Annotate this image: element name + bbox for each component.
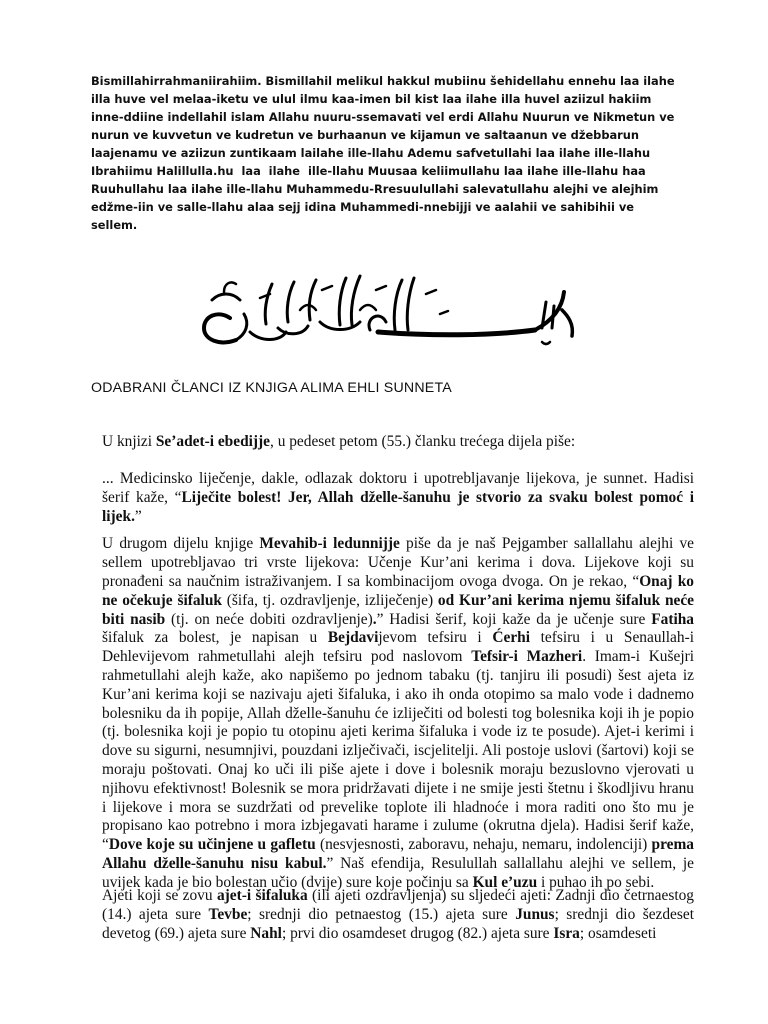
bold-text-run: Ćerhi	[492, 629, 530, 647]
text-run: (šifa, tj. ozdravljenje, izliječenje)	[221, 591, 438, 609]
text-run: piše da je naš Pejgamber sallallahu alejhi ve sellem upotrebljavao tri vrste lijekova: Učenje Kur’ani kerima i dova. Lijekove koji su pronađeni sa naučnim istraživanjem. I sa kombinacijom ovoga dvoga. On je rekao, “	[102, 535, 694, 590]
text-run: (tj. on neće dobiti ozdravljenje)	[165, 610, 373, 628]
text-run: i puhao ih po sebi.	[537, 873, 655, 891]
intro-paragraph	[91, 72, 681, 234]
bold-text-run: Isra	[553, 924, 580, 942]
bold-text-run: od Kur’ani kerima njemu šifaluk neće biti nasib	[102, 591, 694, 628]
body-paragraph-3	[102, 535, 694, 892]
bold-text-run: prema Allahu dželle-šanuhu nisu kabul.	[102, 836, 694, 872]
text-run: ” Hadisi šerif, koji kaže da je učenje sure	[376, 610, 652, 628]
body-paragraph-1	[102, 433, 694, 452]
bold-text-run: Dove koje su učinjene u gafletu	[108, 836, 316, 854]
text-run: , u pedeset petom (55.) članku trećega dijela piše:	[270, 433, 576, 451]
bold-text-run: .	[372, 610, 377, 628]
bold-text-run: Tevbe	[208, 906, 248, 924]
text-run: ; osamdeseti	[579, 924, 657, 942]
bold-text-run: Tefsir-i Mazheri	[471, 648, 583, 666]
text-run: ”	[134, 507, 142, 525]
bold-text-run: Liječite bolest! Jer, Allah dželle-šanuhu je stvorio za svaku bolest pomoć i lijek.	[102, 489, 694, 525]
text-run: jevom tefsiru i	[378, 629, 493, 647]
text-run: tefsiru i u Senaullah-i Dehlevijevom rahmetullahi alejh tefsiru pod naslovom	[102, 629, 694, 666]
text-run: ; srednji dio šezdeset devetog (69.) ajeta sure	[102, 906, 694, 942]
body-paragraph-4	[102, 887, 694, 943]
bold-text-run: Nahl	[250, 924, 282, 942]
basmala-calligraphy	[190, 270, 585, 354]
bold-text-run: Kul e’uzu	[472, 873, 538, 891]
text-run: ; srednji dio petnaestog (15.) ajeta sure	[247, 906, 516, 924]
text-run: šifaluk za bolest, je napisan u	[102, 629, 328, 647]
bold-text-run: Se’adet-i ebedijje	[155, 433, 270, 451]
text-run: Ajeti koji se zovu	[102, 887, 217, 905]
text-run: . Imam-i Kušejri rahmetullahi alejh kaže, ako napišemo po jednom tabaku (tj. tanjiru ili posudi) šest ajeta iz Kur’ani kerima koji se nazivaju ajeti šifaluka, i ako ih onda otopimo sa malo vode i dadnemo bolesniku da ih popije, Allah dželle-šanuhu će izliječiti od bolesti tog bolesnika koji ih je popio (tj. bolesnika koji je popio tu otopinu ajeti kerima šifaluka i vode iz te posude). Ajet-i kerimi i dove su sigurni, nesumnjivi, pouzdani izlječivači, iscjelitelji. Ali postoje uslovi (šartovi) koji se moraju poštovati. Onaj ko uči ili piše ajete i dove i bolesnik moraju bezuslovno vjerovati u njihovu efektivnost! Bolesnik se mora pridržavati dijete i ne smije jesti štetnu i škodljivu hranu i lijekove i mora se suzdržati od prevelike toplote ili hladnoće i mora raditi ono što mu je propisano kao potrebno i mora izbjegavati harame i zulume (okrutna djela). Hadisi šerif kaže, “	[102, 648, 695, 854]
text-run: ... Medicinsko liječenje, dakle, odlazak doktoru i upotrebljavanje lijekova, je sunnet. Hadisi šerif kaže, “	[102, 470, 694, 507]
text-run: U drugom dijelu knjige	[102, 535, 260, 553]
bold-text-run: Mevahib-i ledunnijje	[259, 535, 400, 553]
bold-text-run: ajet-i šifaluka	[216, 887, 308, 905]
text-run: U knjizi	[102, 433, 156, 451]
intro-text: Bismillahirrahmaniirahiim. Bismillahil melikul hakkul mubiinu šehidellahu ennehu laa ilahe illa huve vel melaa-iketu ve ulul ilmu kaa-imen bil kist laa ilahe illa huvel aziizul hakiim inne-ddiine indellahil islam Allahu nuuru-ssemavati vel erdi Allahu Nuurun ve Nikmetun ve nurun ve kuvvetun ve kudretun ve burhaanun ve kijamun ve saltaanun ve džebbarun laajenamu ve aziizun zuntikaam lailahe ille-llahu Ademu safvetullahi laa ilahe ille-llahu Ibrahiimu Halillulla.hu laa ilahe ille-llahu Muusaa keliimullahu laa ilahe ille-llahu haa Ruuhullahu laa ilahe ille-llahu Muhammedu-Rresuulullahi salevatullahu alejhi ve alejhim edžme-iin ve salle-llahu alaa sejj idina Muhammedi-nnebijji ve aalahii ve sahibihii ve sellem.	[91, 74, 679, 232]
body-paragraph-2	[102, 470, 694, 526]
text-run: ; prvi dio osamdeset drugog (82.) ajeta sure	[281, 924, 554, 942]
text-run: (nesvjesnosti, zaboravu, nehaju, nemaru, indolenciji)	[315, 836, 652, 854]
bold-text-run: Bejdavi	[327, 629, 379, 647]
text-run: ” Naš efendija, Resulullah sallallahu alejhi ve sellem, je uvijek kada je bio bolestan učio (dvije) sure koje počinju sa	[102, 854, 694, 891]
bold-text-run: Onaj ko ne očekuje šifaluk	[102, 572, 694, 609]
bold-text-run: Fatiha	[651, 610, 694, 628]
bold-text-run: Junus	[515, 906, 555, 924]
text-run: (ili ajeti ozdravljenja) su sljedeći ajeti: Zadnji dio četrnaestog (14.) ajeta sure	[102, 887, 694, 924]
section-heading: ODABRANI ČLANCI IZ KNJIGA ALIMA EHLI SUNNETA	[91, 380, 452, 396]
